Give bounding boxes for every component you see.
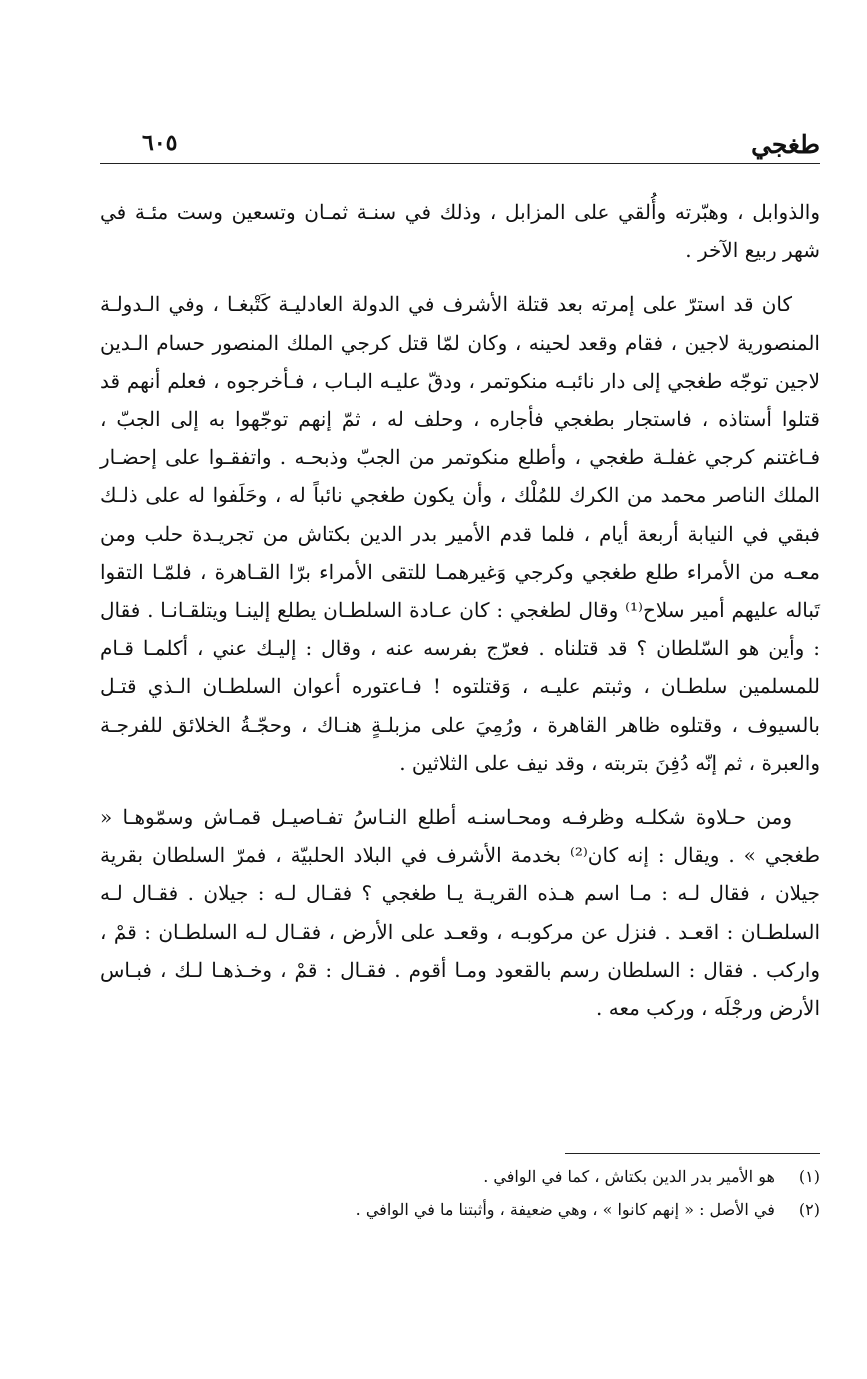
paragraph-1: والذوابل ، وهبّرته وأُلقي على المزابل ، وذلك في سنـة ثمـان وتسعين وست مئـة في شهر ربيع الآخر . [100, 200, 820, 263]
running-title: طغجي [751, 130, 820, 159]
footnote-number: (١) [798, 1167, 820, 1186]
footnotes [100, 1160, 820, 1226]
footnote-text: في الأصل : « إنهم كانوا » ، وهي ضعيفة ، وأثبتنا ما في الوافي . [355, 1200, 775, 1219]
paragraph-2: كان قد استرّ على إمرته بعد قتلة الأشرف في الدولة العادليـة كَتْبغـا ، وفي الـدولـة المنصورية لاجين ، فقام وقعد لحينه ، وكان لمّا قتل كرجي الملك المنصور حسام الـدين لاجين توجّه طغجي إلى دار نائبـه منكوتمر ، ودقّ عليـه البـاب ، فـأخرجوه ، فعلم أنهم قد قتلوا أستاذه ، فاستجار بطغجي فأجاره ، وحلف له ، ثمّ إنهم توجّهوا به إلى الجبّ ، فـاغتنم كرجي غفلـة طغجي ، وأطلع منكوتمر من الجبّ وذبحـه . واتفقـوا على إحضـار الملك الناصر محمد من الكرك للمُلْك ، وأن يكون طغجي نائباً له ، وحَلَفوا له على ذلـك فبقي في النيابة أربعة أيام ، فلما قدم الأمير بدر الدين بكتاش من تجريـدة حلب ومن معـه من الأمراء طلع طغجي وكرجي وَغيرهمـا للتقى الأمراء برّا القـاهرة ، فلمّـا التقوا تَباله عليهم أمير سلاح⁽¹⁾ وقال لطغجي : كان عـادة السلطـان يطلع إلينـا ويتلقـانـا . فقال : وأين هو السّلطان ؟ قد قتلناه . فعرّج بفرسه عنه ، وقال : إليـك عني ، أكلمـا قـام للمسلمين سلطـان ، وثبتم عليـه ، وَقتلتوه ! فـاعتوره أعوان السلطـان الـذي قتـل بالسيوف ، وقتلوه ظاهر القاهرة ، ورُمِيَ على مزبلـةٍ هنـاك ، وحجّـةُ الخلائق للفرجـة والعبرة ، ثم إنّه دُفِنَ بتربته ، وقد نيف على الثلاثين . [100, 292, 820, 775]
running-head [100, 126, 820, 166]
footnote-rule [565, 1153, 820, 1154]
page-number: ٦٠٥ [142, 130, 178, 156]
header-rule [100, 163, 820, 164]
body-text [100, 193, 820, 1027]
footnote-text: هو الأمير بدر الدين بكتاش ، كما في الوافي . [483, 1167, 775, 1186]
footnote-number: (٢) [798, 1200, 820, 1219]
footnote-2 [100, 1193, 820, 1226]
footnote-1 [100, 1160, 820, 1193]
paragraph-3: ومن حـلاوة شكلـه وظرفـه ومحـاسنـه أطلع النـاسُ تفـاصيـل قمـاش وسمّوهـا « طغجي » . ويقال : إنه كان⁽²⁾ بخدمة الأشرف في البلاد الحلبيّة ، فمرّ السلطان بقرية جيلان ، فقال لـه : مـا اسم هـذه القريـة يـا طغجي ؟ فقـال لـه : جيلان . فقـال لـه السلطـان : اقعـد . فنزل عن مركوبـه ، وقعـد على الأرض ، فقـال لـه السلطـان : قمْ ، واركب . فقال : السلطان رسم بالقعود ومـا أقوم . فقـال : قمْ ، وخـذهـا لـك ، فبـاس الأرض ورجْلَه ، وركب معه . [100, 805, 820, 1021]
